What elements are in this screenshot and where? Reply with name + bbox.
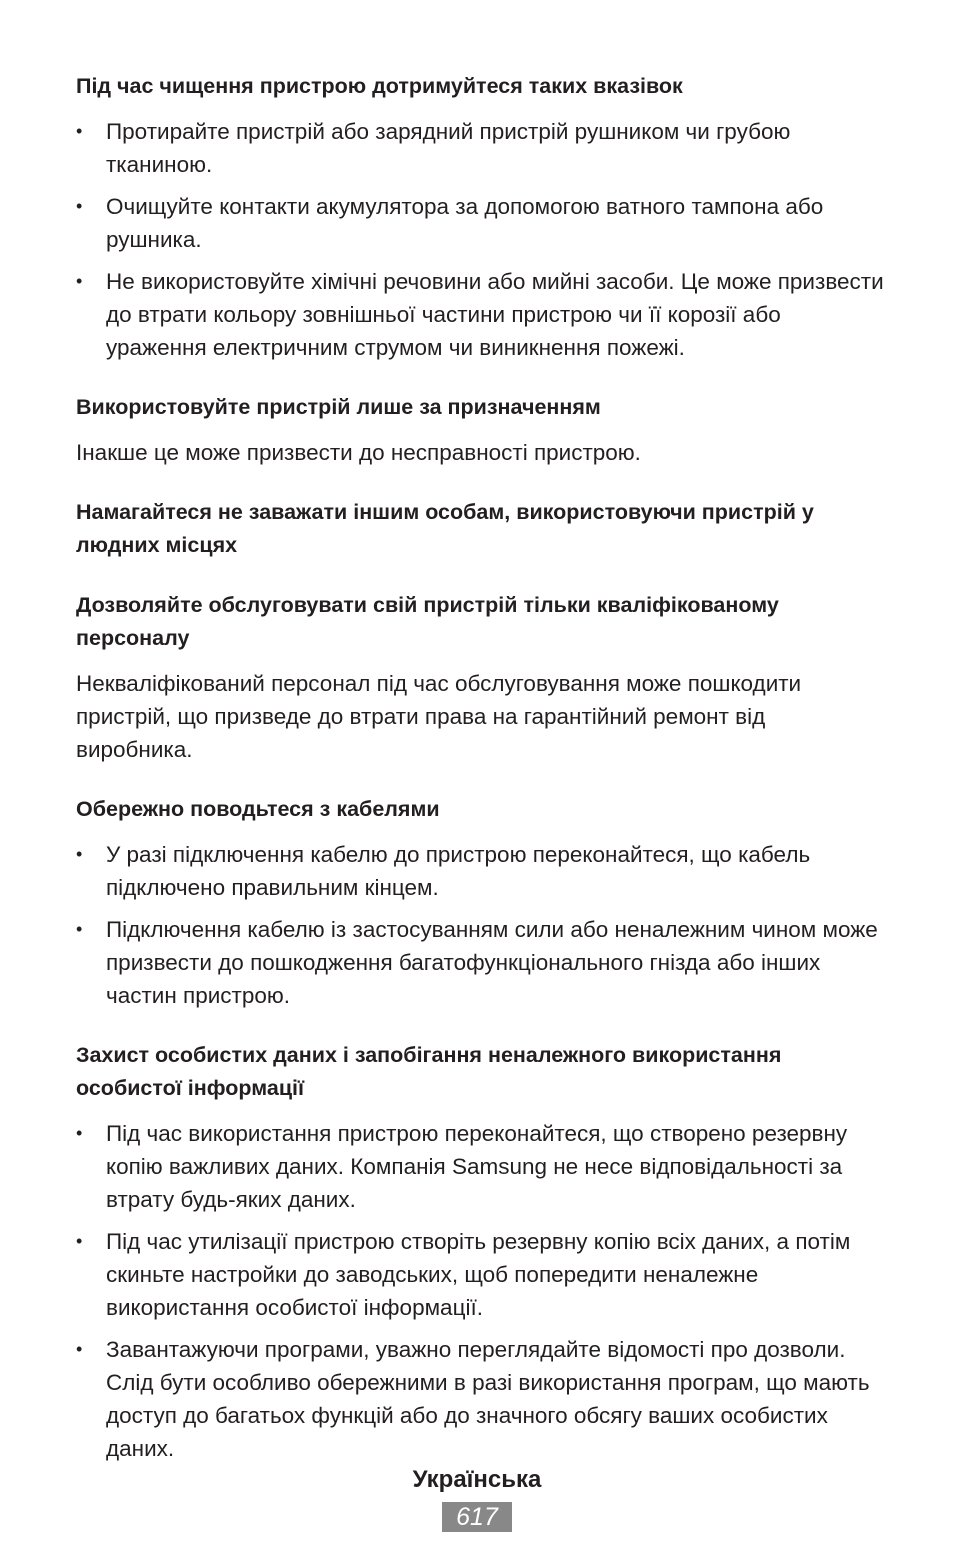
section-body-qualified-service: Некваліфікований персонал під час обслуговування може пошкодити пристрій, що призведе до втрати права на гарантійний ремонт від виробника. xyxy=(76,671,802,762)
bullet-icon: • xyxy=(76,1339,83,1359)
page-number: 617 xyxy=(442,1502,512,1532)
bullet-list-cables xyxy=(76,838,886,1012)
section-body-intended-use: Інакше це може призвести до несправності пристрою. xyxy=(76,440,641,465)
section-title-qualified-service: Дозволяйте обслуговувати свій пристрій тільки кваліфікованому персоналу xyxy=(76,593,779,650)
bullet-list-cleaning xyxy=(76,115,886,364)
section-title-public-places: Намагайтеся не заважати іншим особам, використовуючи пристрій у людних місцях xyxy=(76,500,814,557)
list-item: • Під час використання пристрою переконайтеся, що створено резервну копію важливих даних. Компанія Samsung не несе відповідальності за втрату будь-яких даних. xyxy=(76,1117,886,1216)
list-item: • Протирайте пристрій або зарядний пристрій рушником чи грубою тканиною. xyxy=(76,115,886,181)
list-item: • Підключення кабелю із застосуванням сили або неналежним чином може призвести до пошкодження багатофункціонального гнізда або інших частин пристрою. xyxy=(76,913,886,1012)
list-item: • Не використовуйте хімічні речовини або мийні засоби. Це може призвести до втрати кольору зовнішньої частини пристрою чи її корозії або ураження електричним струмом чи виникнення пожежі. xyxy=(76,265,886,364)
bullet-list-personal-data xyxy=(76,1117,886,1465)
section-title-intended-use: Використовуйте пристрій лише за призначенням xyxy=(76,395,601,419)
list-item: • Завантажуючи програми, уважно переглядайте відомості про дозволи. Слід бути особливо обережними в разі використання програм, що мають доступ до багатьох функцій або до значного обсягу ваших особистих даних. xyxy=(76,1333,886,1465)
list-item: • Під час утилізації пристрою створіть резервну копію всіх даних, а потім скиньте настройки до заводських, щоб попередити неналежне використання особистої інформації. xyxy=(76,1225,886,1324)
bullet-icon: • xyxy=(76,271,83,291)
bullet-icon: • xyxy=(76,1123,83,1143)
bullet-icon: • xyxy=(76,196,83,216)
page-footer xyxy=(0,1462,954,1532)
section-title-cleaning: Під час чищення пристрою дотримуйтеся таких вказівок xyxy=(76,74,683,98)
section-title-personal-data: Захист особистих даних і запобігання неналежного використання особистої інформації xyxy=(76,1043,782,1100)
list-item: • У разі підключення кабелю до пристрою переконайтеся, що кабель підключено правильним кінцем. xyxy=(76,838,886,904)
section-title-cables: Обережно поводьтеся з кабелями xyxy=(76,797,440,821)
document-page xyxy=(76,70,886,1465)
bullet-icon: • xyxy=(76,919,83,939)
bullet-icon: • xyxy=(76,121,83,141)
list-item: • Очищуйте контакти акумулятора за допомогою ватного тампона або рушника. xyxy=(76,190,886,256)
footer-language: Українська xyxy=(412,1466,542,1493)
bullet-icon: • xyxy=(76,844,83,864)
bullet-icon: • xyxy=(76,1231,83,1251)
